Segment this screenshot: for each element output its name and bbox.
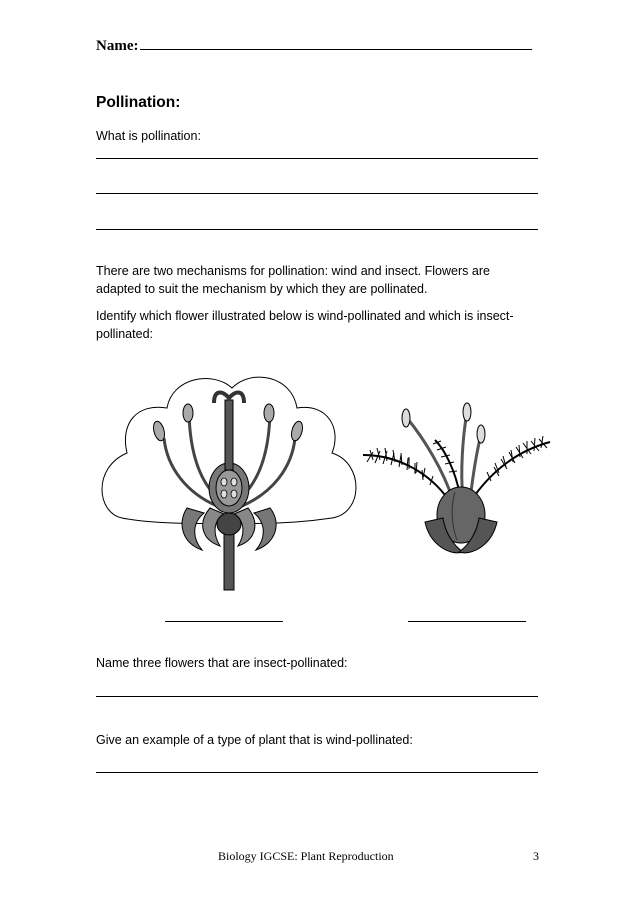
ovule-3 <box>221 490 227 498</box>
answer-line-3[interactable] <box>96 229 538 230</box>
wind-flower-diagram <box>355 400 555 560</box>
ovule-4 <box>231 490 237 498</box>
answer-line-1[interactable] <box>96 158 538 159</box>
page-title: Pollination: <box>96 94 181 111</box>
question-what-is-pollination: What is pollination: <box>96 129 201 143</box>
feathery-stigma-right <box>475 436 550 495</box>
wind-anther-3 <box>477 425 485 443</box>
identify-instruction: Identify which flower illustrated below is wind-pollinated and which is insect-pollinated: <box>96 309 514 341</box>
stamen-filament-1 <box>407 418 453 500</box>
ovary-inner <box>216 470 242 506</box>
style <box>225 400 233 470</box>
anther-3 <box>264 404 274 422</box>
sepal-left-outer <box>182 508 204 550</box>
anther-2 <box>183 404 193 422</box>
answer-line-4[interactable] <box>96 696 538 697</box>
footer-title: Biology IGCSE: Plant Reproduction <box>218 849 394 863</box>
question-wind-pollinated: Give an example of a type of plant that is wind-pollinated: <box>96 733 413 747</box>
answer-line-2[interactable] <box>96 193 538 194</box>
name-answer-line[interactable] <box>140 36 532 50</box>
mechanisms-paragraph: There are two mechanisms for pollination: wind and insect. Flowers are adapted to suit the mechanism by which they are pollinated. <box>96 264 490 296</box>
insect-flower-label-line[interactable] <box>165 621 283 622</box>
wind-anther-1 <box>402 409 410 427</box>
receptacle <box>217 513 241 535</box>
name-label: Name: <box>96 38 139 54</box>
insect-flower-diagram <box>92 368 364 594</box>
question-insect-pollinated: Name three flowers that are insect-pollinated: <box>96 656 348 670</box>
ovule-1 <box>221 478 227 486</box>
sepal-right-outer <box>254 508 276 550</box>
answer-line-5[interactable] <box>96 772 538 773</box>
wind-anther-2 <box>463 403 471 421</box>
page-number: 3 <box>533 849 539 863</box>
ovule-2 <box>231 478 237 486</box>
name-field[interactable] <box>96 36 532 55</box>
wind-flower-label-line[interactable] <box>408 621 526 622</box>
